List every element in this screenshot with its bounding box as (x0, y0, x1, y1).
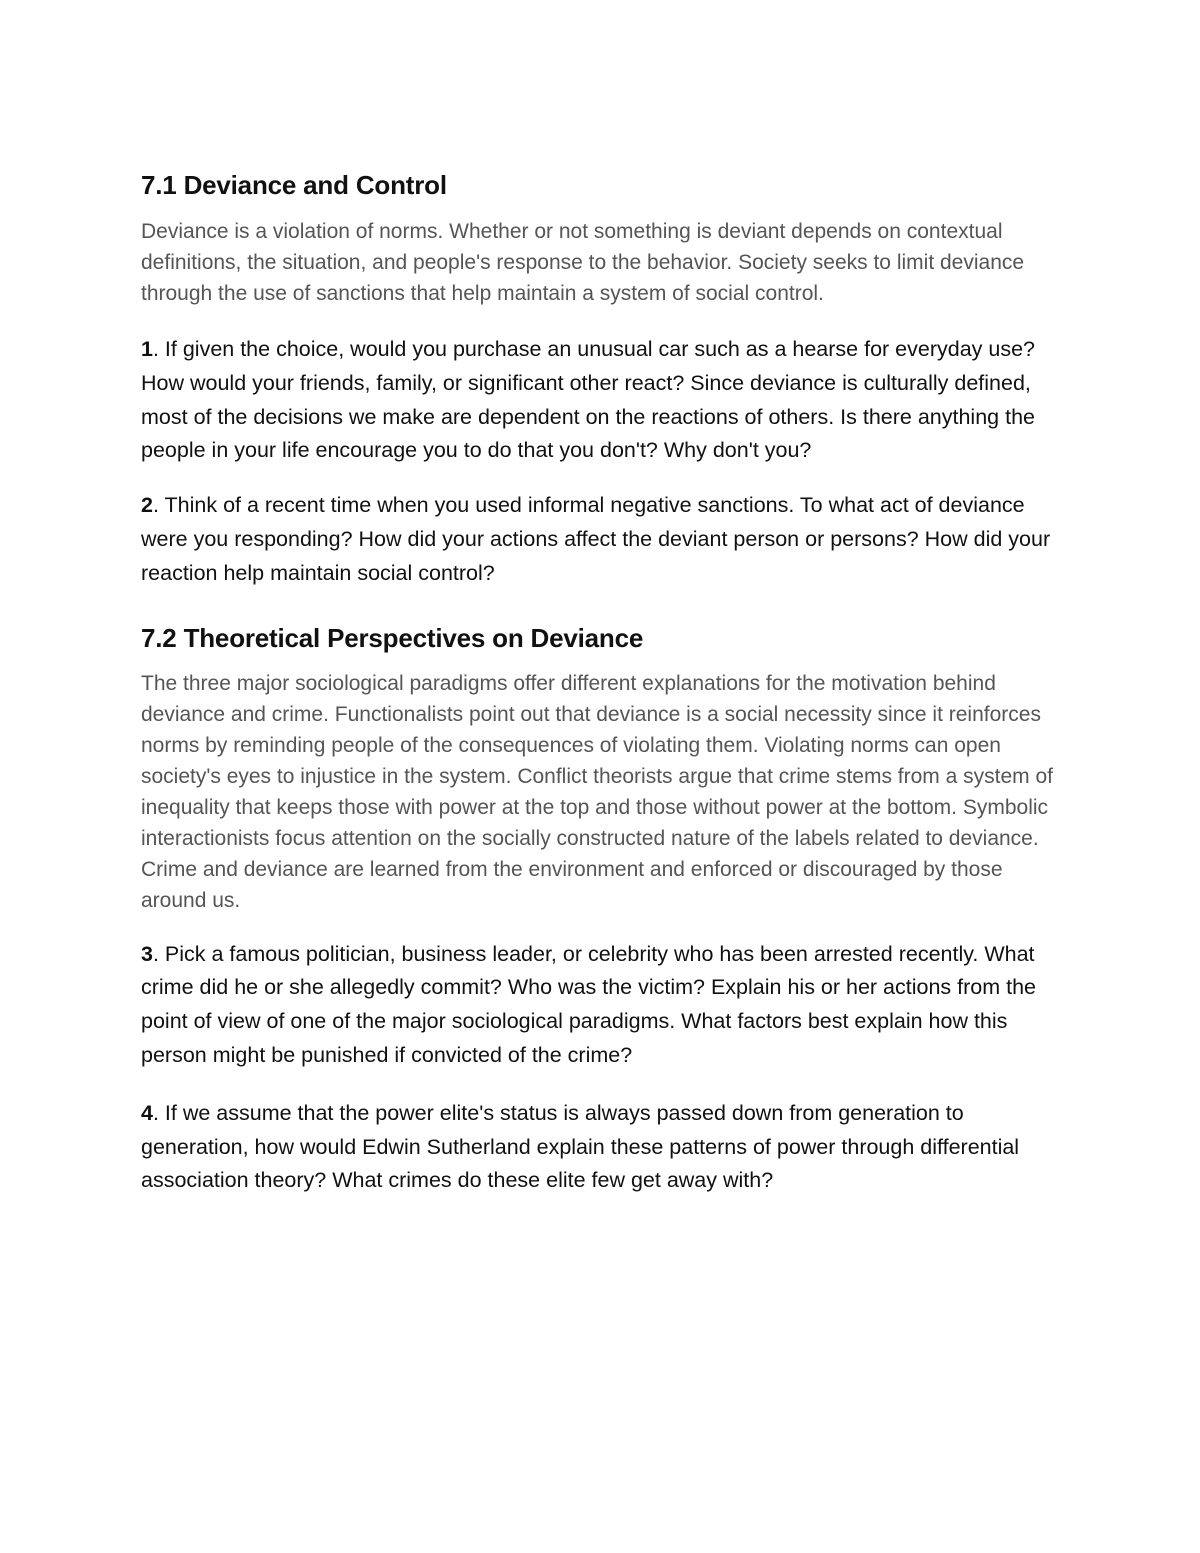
question-text: . If we assume that the power elite's status is always passed down from generation to generation, how would Edwin Sutherland explain these patterns of power through differential association theory? What crimes do these elite few get away with? (141, 1100, 1020, 1193)
question-text: . Think of a recent time when you used informal negative sanctions. To what act of deviance were you responding? How did your actions affect the deviant person or persons? How did your reaction help maintain social control? (141, 493, 1051, 585)
question-number: 2 (141, 493, 153, 518)
section-title-theoretical-perspectives: 7.2 Theoretical Perspectives on Deviance (141, 622, 644, 653)
question-2 (141, 489, 1066, 590)
question-3 (141, 938, 1066, 1073)
question-text: . Pick a famous politician, business leader, or celebrity who has been arrested recently. What crime did he or she allegedly commit? Who was the victim? Explain his or her actions from the point of view of one of the major sociological paradigms. What factors best explain how this person might be punished if convicted of the crime? (141, 941, 1037, 1067)
question-4 (141, 1097, 1066, 1198)
question-number: 3 (141, 941, 153, 966)
question-1 (141, 333, 1066, 468)
document-page (141, 168, 1066, 1198)
section-title-deviance-and-control: 7.1 Deviance and Control (141, 170, 447, 200)
question-number: 1 (141, 337, 153, 361)
section-summary-theoretical-perspectives: The three major sociological paradigms offer different explanations for the motivation behind deviance and crime. Functionalists point out that deviance is a social necessity since it reinforces norms by reminding people of the consequences of violating them. Violating norms can open society's eyes to injustice in the system. Conflict theorists argue that crime stems from a system of inequality that keeps those with power at the top and those without power at the bottom. Symbolic interactionists focus attention on the socially constructed nature of the labels related to deviance. Crime and deviance are learned from the environment and enforced or discouraged by those around us. (141, 671, 1054, 912)
section-summary-deviance-and-control: Deviance is a violation of norms. Whether or not something is deviant depends on contextual definitions, the situation, and people's response to the behavior. Society seeks to limit deviance through the use of sanctions that help maintain a system of social control. (141, 220, 1025, 305)
question-number: 4 (141, 1100, 153, 1125)
question-text: . If given the choice, would you purchase an unusual car such as a hearse for everyday use? How would your friends, family, or significant other react? Since deviance is culturally defined, most of the decisions we make are dependent on the reactions of others. Is there anything the people in your life encourage you to do that you don't? Why don't you? (141, 337, 1035, 463)
